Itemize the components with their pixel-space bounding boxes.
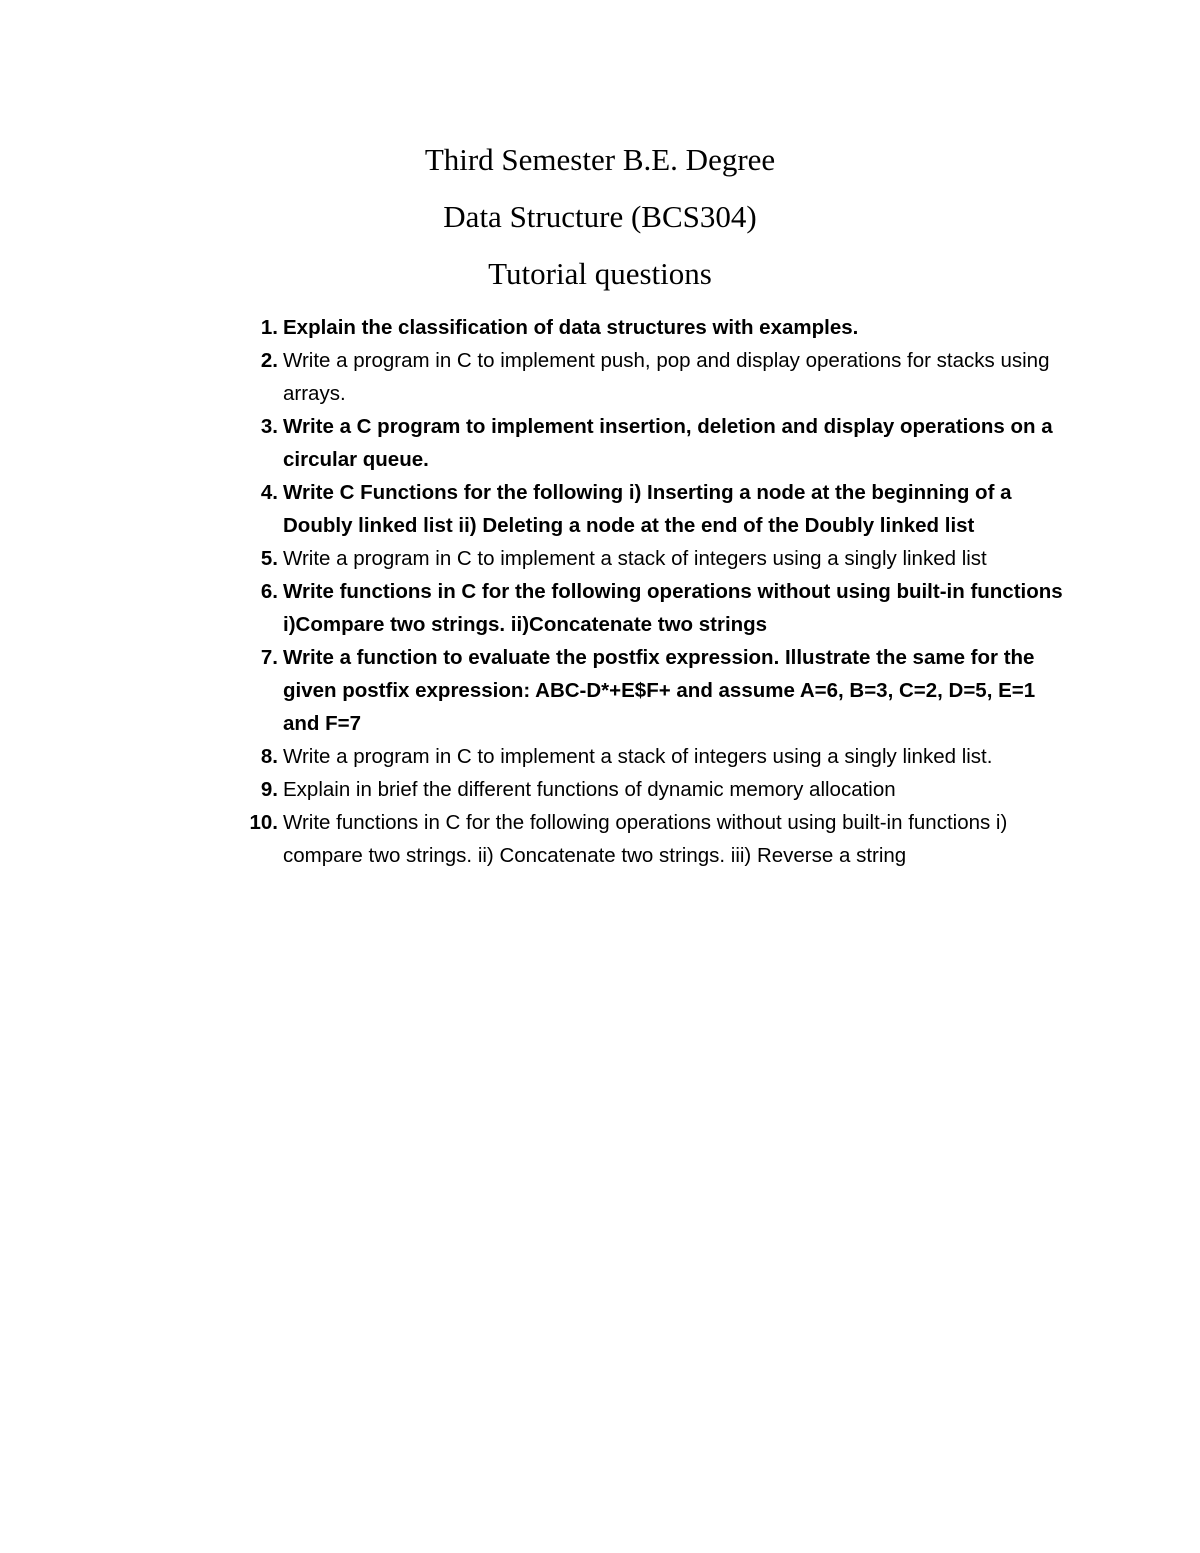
question-item (0, 410, 1073, 476)
question-text: Write a program in C to implement a stack of integers using a singly linked list. (283, 745, 993, 768)
question-text: Explain in brief the different functions of dynamic memory allocation (283, 778, 896, 801)
question-text: Write a program in C to implement push, pop and display operations for stacks using arrays. (283, 349, 1050, 405)
question-number: 4. (260, 481, 278, 504)
course-title: Data Structure (BCS304) (443, 199, 757, 234)
question-item (0, 773, 1073, 806)
tutorial-question-list (0, 311, 1200, 872)
question-text: Write functions in C for the following operations without using built-in functions i)Compare two strings. ii)Concatenate two strings (283, 580, 1063, 636)
question-number: 10. (249, 811, 278, 834)
question-item (0, 806, 1073, 872)
question-item (0, 575, 1073, 641)
question-number: 3. (260, 415, 278, 438)
question-text: Write a function to evaluate the postfix expression. Illustrate the same for the given postfix expression: ABC-D*+E$F+ and assume A=6, B=3, C=2, D=5, E=1 and F=7 (283, 646, 1036, 735)
question-text: Write a program in C to implement a stack of integers using a singly linked list (283, 547, 987, 570)
question-text: Explain the classification of data structures with examples. (283, 316, 859, 339)
question-item (0, 740, 1073, 773)
question-item (0, 641, 1073, 740)
question-item (0, 311, 1073, 344)
question-text: Write functions in C for the following operations without using built-in functions i) compare two strings. ii) Concatenate two strings. iii) Reverse a string (283, 811, 1008, 867)
question-number: 9. (260, 778, 278, 801)
question-number: 1. (260, 316, 278, 339)
question-item (0, 476, 1073, 542)
question-item (0, 542, 1073, 575)
question-number: 7. (260, 646, 278, 669)
question-number: 8. (260, 745, 278, 768)
question-item (0, 344, 1073, 410)
semester-title: Third Semester B.E. Degree (424, 142, 776, 177)
question-text: Write a C program to implement insertion, deletion and display operations on a circular queue. (283, 415, 1053, 471)
document-title: Tutorial questions (488, 256, 712, 291)
question-number: 2. (260, 349, 278, 372)
question-text: Write C Functions for the following i) Inserting a node at the beginning of a Doubly linked list ii) Deleting a node at the end of the Doubly linked list (283, 481, 1012, 537)
question-number: 5. (260, 547, 278, 570)
question-number: 6. (260, 580, 278, 603)
